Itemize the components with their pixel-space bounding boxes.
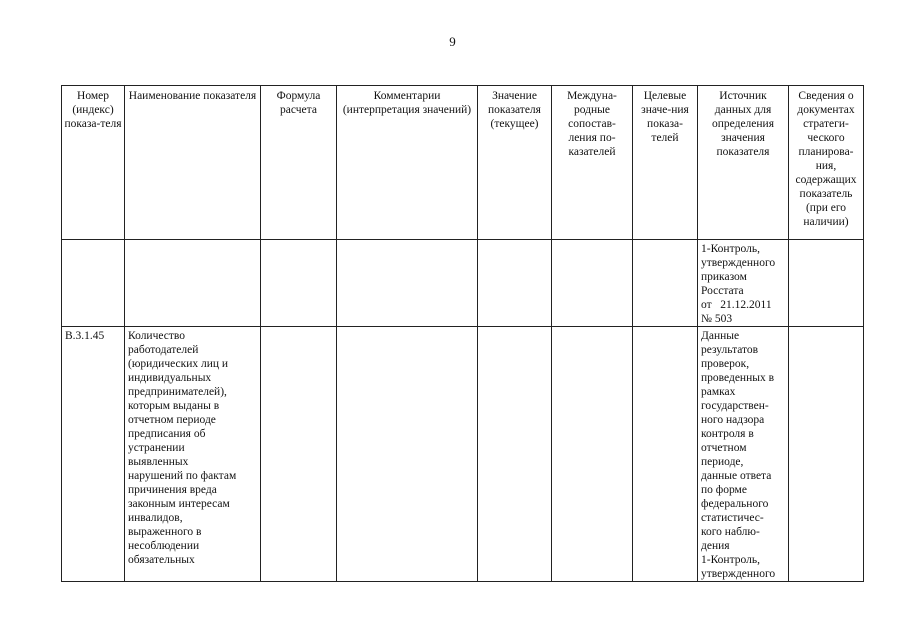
cell-formula (261, 240, 337, 327)
cell-comments (337, 240, 478, 327)
table-row (62, 327, 864, 582)
header-index: Номер (индекс) показа-теля (62, 86, 125, 240)
header-current-value: Значение показателя (текущее) (478, 86, 552, 240)
name-line: индивидуальных (128, 372, 212, 384)
cell-code: В.3.1.45 (62, 327, 125, 582)
source-line: утвержденного (701, 257, 776, 269)
name-line: выявленных (128, 456, 189, 468)
source-line: государствен- (701, 400, 769, 412)
name-line: устранении (128, 442, 185, 454)
source-line: Данные (701, 330, 740, 342)
cell-formula (261, 327, 337, 582)
cell-code (62, 240, 125, 327)
name-line: законным интересам (128, 498, 230, 510)
source-line: ного надзора (701, 414, 765, 426)
cell-comments (337, 327, 478, 582)
source-line: 1-Контроль, (701, 243, 760, 255)
source-line: федерального (701, 498, 769, 510)
table-row (62, 240, 864, 327)
header-comments: Комментарии (интерпретация значений) (337, 86, 478, 240)
source-line: по форме (701, 484, 747, 496)
cell-name (125, 327, 261, 582)
page-number: 9 (449, 34, 456, 49)
cell-source (698, 240, 789, 327)
header-formula: Формула расчета (261, 86, 337, 240)
cell-value (478, 240, 552, 327)
header-documents: Сведения о документах стратеги-ческого планирова-ния, содержащих показатель (при его наличии) (789, 86, 864, 240)
source-line: рамках (701, 386, 736, 398)
cell-documents (789, 327, 864, 582)
source-line: результатов (701, 344, 759, 356)
source-line: проверок, (701, 358, 750, 370)
name-line: причинения вреда (128, 484, 217, 496)
source-line: периоде, (701, 456, 744, 468)
cell-name (125, 240, 261, 327)
source-line: данные ответа (701, 470, 772, 482)
name-line: обязательных (128, 554, 195, 566)
source-line: от 21.12.2011 (701, 299, 772, 311)
name-line: работодателей (128, 344, 199, 356)
cell-documents (789, 240, 864, 327)
cell-international (552, 327, 633, 582)
source-line: утвержденного (701, 568, 776, 580)
table-header-row (62, 86, 864, 240)
header-target: Целевые значе-ния показа-телей (633, 86, 698, 240)
name-line: (юридических лиц и (128, 358, 229, 370)
name-line: предпринимателей), (128, 386, 227, 398)
cell-international (552, 240, 633, 327)
name-line: которым выданы в (128, 400, 220, 412)
cell-target (633, 327, 698, 582)
cell-target (633, 240, 698, 327)
name-line: выраженного в (128, 526, 202, 538)
source-line: № 503 (701, 313, 733, 325)
name-line: несоблюдении (128, 540, 200, 552)
source-line: отчетном (701, 442, 747, 454)
name-line: отчетном периоде (128, 414, 216, 426)
source-line: статистичес- (701, 512, 764, 524)
name-line: Количество (128, 330, 185, 342)
cell-value (478, 327, 552, 582)
name-line: предписания об (128, 428, 206, 440)
source-line: кого наблю- (701, 526, 760, 538)
source-line: Росстата (701, 285, 744, 297)
source-line: дения (701, 540, 730, 552)
name-line: нарушений по фактам (128, 470, 237, 482)
source-line: 1-Контроль, (701, 554, 760, 566)
header-name: Наименование показателя (125, 86, 261, 240)
source-line: контроля в (701, 428, 754, 440)
cell-source (698, 327, 789, 582)
header-international: Междуна-родные сопостав-ления по-казателей (552, 86, 633, 240)
source-line: проведенных в (701, 372, 775, 384)
indicators-table (61, 85, 864, 582)
name-line: инвалидов, (128, 512, 183, 524)
source-line: приказом (701, 271, 747, 283)
header-source: Источник данных для определения значения показателя (698, 86, 789, 240)
